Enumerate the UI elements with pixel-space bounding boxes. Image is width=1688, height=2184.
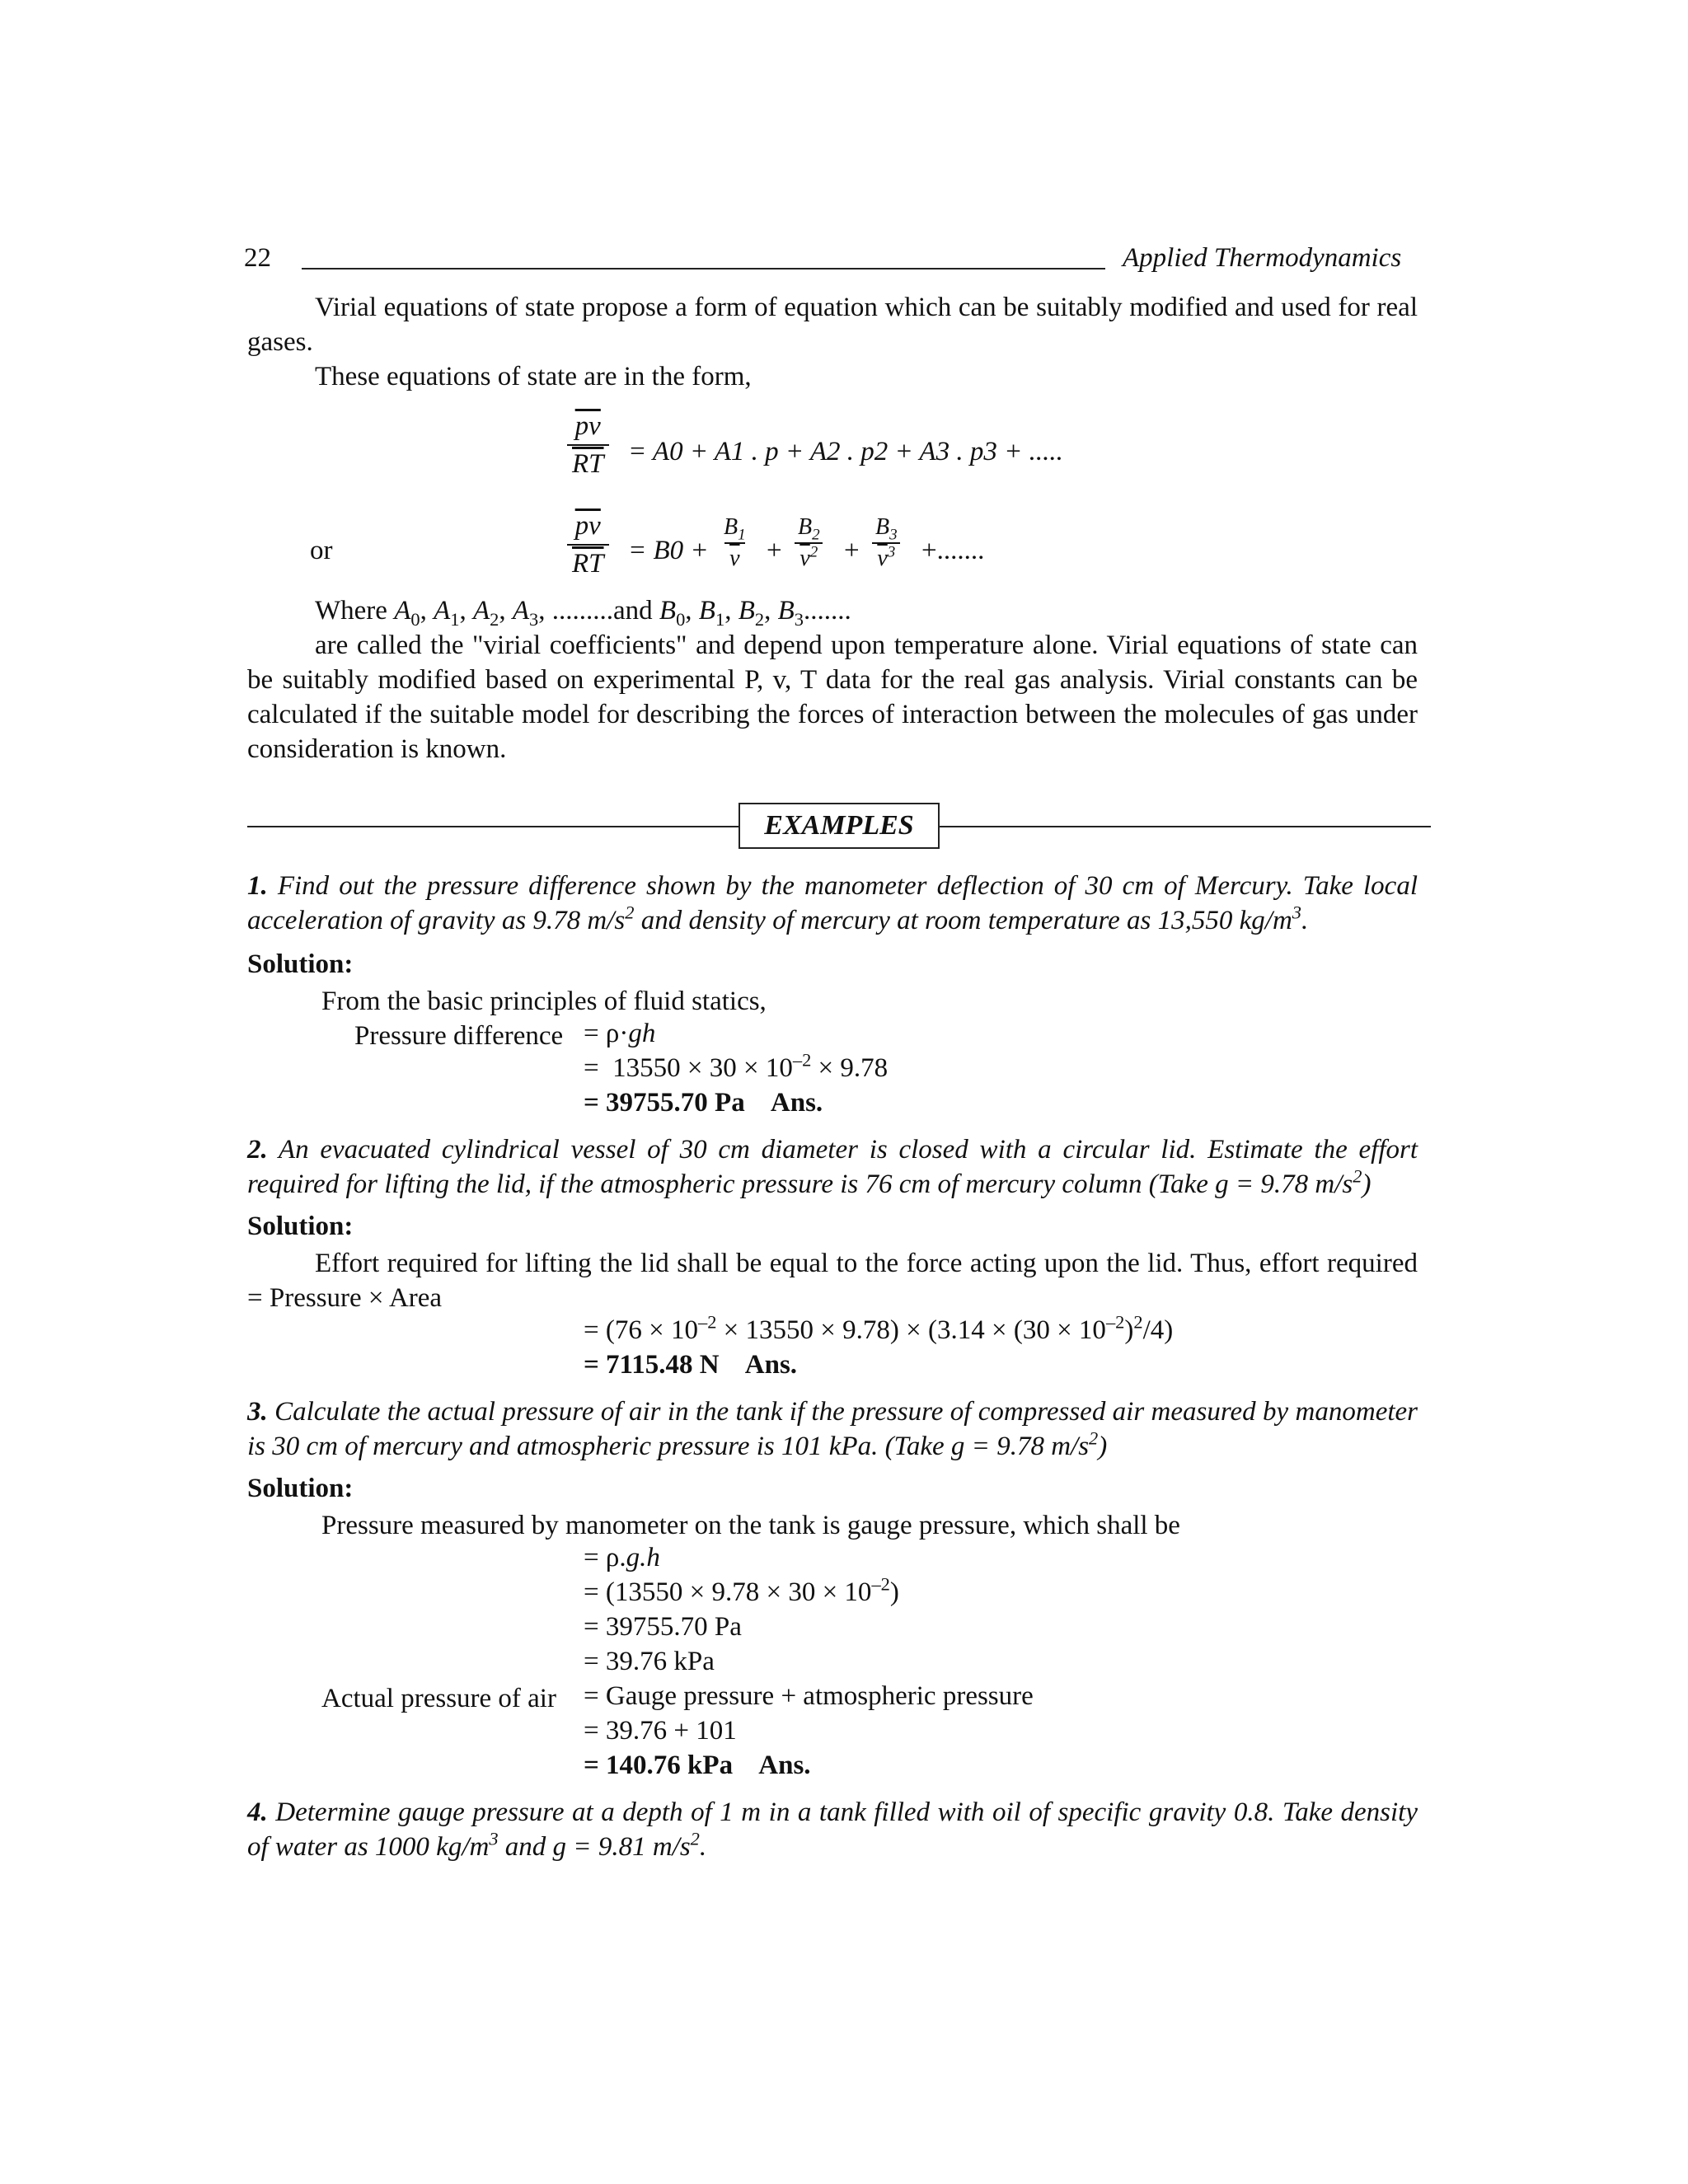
example-3-line-6-rhs: = Gauge pressure + atmospheric pressure [584, 1681, 1034, 1711]
equation-2-term-b3: $\frac{B_3}{\overline{v}^3}$ [870, 514, 903, 572]
example-2-line-2: = $(76 \times 10^{-2} \times 13550 \times 9.78) \times (3.14 \times (30 \times 10^{-2})^2/4)$ [584, 1311, 1174, 1345]
example-3-result: = 140.76 kPa Ans. [584, 1750, 811, 1780]
example-4-question: 4. Determine gauge pressure at a depth of 1 m in a tank filled with oil of specific gravity 0.8. Take density of water as 1000 $kg/m^3$ and g = 9.81 $m/s^2$. [247, 1797, 1418, 1862]
example-3-line-5: = 39.76 kPa [584, 1647, 715, 1676]
equation-2-term-b1: $\frac{B_1}{v}$ [724, 514, 746, 571]
example-3-line-7: = 39.76 + 101 [584, 1716, 737, 1746]
example-1-result: = 39755.70 Pa Ans. [584, 1088, 823, 1118]
equation-2-tail: +....... [921, 536, 985, 565]
example-2-question: 2. An evacuated cylindrical vessel of 30 cm diameter is closed with a circular lid. Estimate the effort required for lifting the lid, if the atmospheric pressure is 76 cm of mercury column (Take g = 9.78 $m/s^2$) [247, 1135, 1418, 1199]
intro-paragraph-1: Virial equations of state propose a form of equation which can be suitably modified and used for real gases. [247, 293, 1418, 357]
example-2-line-1: Effort required for lifting the lid shall be equal to the force acting upon the lid. Thus, effort required = Pressure × Area [247, 1249, 1418, 1313]
equation-2-denominator: RT [567, 544, 609, 580]
example-3-line-1: Pressure measured by manometer on the tank is gauge pressure, which shall be [321, 1511, 1180, 1540]
header-rule [302, 268, 1105, 269]
example-3-line-6-label: Actual pressure of air [321, 1684, 556, 1713]
where-line: Where $A_0$, $A_1$, $A_2$, $A_3$, .........and $B_0$, $B_1$, $B_2$, $B_3$....... [315, 596, 851, 630]
equation-1-rhs: = A0 + A1 . p + A2 . p2 + A3 . p3 + ..... [628, 437, 1063, 466]
example-1-solution-label: Solution: [247, 949, 354, 979]
example-1-question: 1. Find out the pressure difference shown by the manometer deflection of 30 cm of Mercury. Take local acceleration of gravity as 9.78 $m/s^2$ and density of mercury at room temperature as 13,550 $kg/m^3$. [247, 871, 1418, 935]
equation-2-plus-2: + [844, 536, 860, 565]
example-2-result: = 7115.48 N Ans. [584, 1350, 798, 1380]
example-1-line-2-rhs: = ρ·gh [584, 1019, 656, 1048]
equation-1-denominator: RT [567, 444, 609, 480]
equation-1-fraction [567, 410, 609, 480]
example-3-line-4: = 39755.70 Pa [584, 1612, 742, 1642]
example-1-line-3: = $13550 \times 30 \times 10^{-2} \times 9.78$ [584, 1049, 889, 1083]
example-1-line-2-label: Pressure difference [354, 1021, 564, 1051]
example-1-line-1: From the basic principles of fluid statics, [321, 987, 767, 1016]
running-title: Applied Thermodynamics [1123, 243, 1402, 273]
equation-2-rhs-lead: = B0 + [628, 536, 709, 565]
example-3-solution-label: Solution: [247, 1474, 354, 1503]
or-label: or [310, 536, 333, 565]
example-3-line-2: = ρ.g.h [584, 1543, 660, 1572]
examples-heading: EXAMPLES [738, 803, 940, 849]
example-3-line-3: = $(13550 \times 9.78 \times 30 \times 10^{-2})$ [584, 1573, 899, 1607]
equation-2-plus-1: + [767, 536, 782, 565]
equation-2-term-b2: $\frac{B_2}{\overline{v}^2}$ [793, 514, 825, 572]
intro-paragraph-3: are called the "virial coefficients" and depend upon temperature alone. Virial equations of state can be suitably modified based on experimental P, v, T data for the real gas analysis. Virial constants can be calculated if the suitable model for describing the forces of interaction between the molecules of gas under consideration is known. [247, 630, 1418, 764]
intro-paragraph-2: These equations of state are in the form, [315, 362, 752, 391]
page-number: 22 [244, 243, 271, 273]
equation-2-fraction [567, 509, 609, 580]
equation-1-numerator: $\overline{pv}$ [574, 411, 601, 441]
examples-rule-right [936, 826, 1431, 827]
example-3-question: 3. Calculate the actual pressure of air in the tank if the pressure of compressed air measured by manometer is 30 cm of mercury and atmospheric pressure is 101 kPa. (Take g = 9.78 $m/s^2$) [247, 1397, 1418, 1461]
example-2-solution-label: Solution: [247, 1212, 354, 1241]
examples-rule-left [247, 826, 738, 827]
equation-2-numerator: $\overline{pv}$ [574, 511, 601, 541]
